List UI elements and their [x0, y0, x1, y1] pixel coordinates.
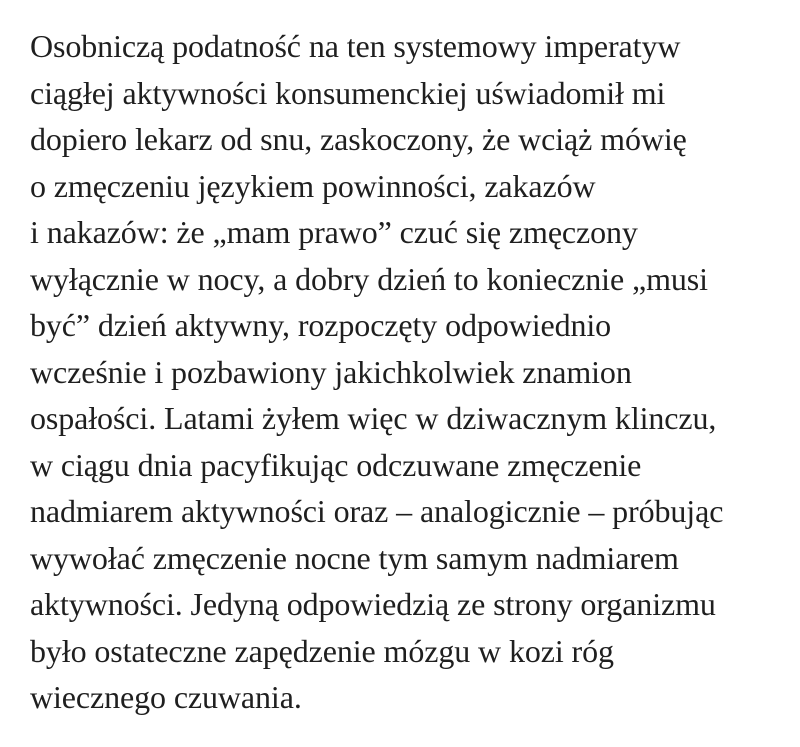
paragraph-line: wyłącznie w nocy, a dobry dzień to koniecznie „musi	[30, 260, 708, 297]
paragraph-line: było ostateczne zapędzenie mózgu w kozi róg	[30, 632, 614, 669]
article-paragraph	[30, 23, 790, 721]
paragraph-line: o zmęczeniu językiem powinności, zakazów	[30, 167, 596, 204]
paragraph-line: w ciągu dnia pacyfikując odczuwane zmęczenie	[30, 446, 642, 483]
paragraph-line: wiecznego czuwania.	[30, 679, 302, 715]
paragraph-line: dopiero lekarz od snu, zaskoczony, że wciąż mówię	[30, 121, 687, 157]
paragraph-line: Osobniczą podatność na ten systemowy imperatyw	[30, 28, 681, 64]
paragraph-line: ciągłej aktywności konsumenckiej uświadomił mi	[30, 74, 666, 111]
paragraph-line: ospałości. Latami żyłem więc w dziwacznym klinczu,	[30, 400, 717, 436]
paragraph-line: aktywności. Jedyną odpowiedzią ze strony organizmu	[30, 586, 716, 622]
paragraph-line: nadmiarem aktywności oraz – analogicznie – próbując	[30, 493, 724, 529]
paragraph-line: wywołać zmęczenie nocne tym samym nadmiarem	[30, 539, 679, 576]
paragraph-line: i nakazów: że „mam prawo” czuć się zmęczony	[30, 214, 638, 250]
paragraph-line: wcześnie i pozbawiony jakichkolwiek znamion	[30, 353, 632, 390]
paragraph-line: być” dzień aktywny, rozpoczęty odpowiednio	[30, 307, 612, 343]
